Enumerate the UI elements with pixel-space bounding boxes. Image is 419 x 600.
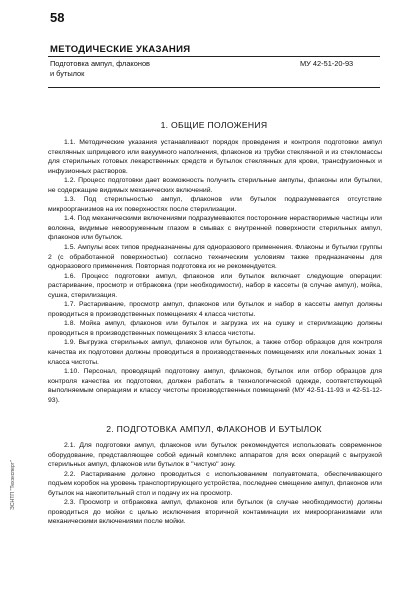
paragraph: 1.9. Выгрузка стерильных ампул, флаконов или бутылок, а также отбор образцов для контроля качества их подготовки должны проводиться в производственных помещениях или локальных зонах 1 класса чистоты. bbox=[48, 339, 382, 366]
section-heading-general: 1. ОБЩИЕ ПОЛОЖЕНИЯ bbox=[160, 120, 268, 130]
section-body-general bbox=[48, 138, 382, 405]
document-code: МУ 42-51-20-93 bbox=[300, 59, 354, 68]
title-line-1: Подготовка ампул, флаконов bbox=[50, 59, 150, 68]
document-title bbox=[50, 59, 150, 79]
paragraph: 1.10. Персонал, проводящий подготовку ампул, флаконов, бутылок или отбор образцов для контроля качества их подготовки, должен работать в технологической одежде, соответствующей выполняемым операциям и классу чистоты производственных помещений (МУ 42-51-11-93 и 42-51-12-93). bbox=[48, 368, 382, 404]
paragraph: 2.1. Для подготовки ампул, флаконов или бутылок рекомендуется использовать современное оборудование, представляющее собой единый комплекс аппаратов для всех операций с выгрузкой стерильных ампул, флаконов или бутылок в "чистую" зону. bbox=[48, 442, 382, 469]
paragraph: 1.6. Процесс подготовки ампул, флаконов или бутылок включает следующие операции: растаривание, просмотр и отбраковка (при необходимости), набор в кассеты (в случае ампул), мойка, сушка, стерилизация. bbox=[48, 272, 382, 299]
paragraph: 1.3. Под стерильностью ампул, флаконов или бутылок подразумевается отсутствие микроорганизмов на их поверхностях после стерилизации. bbox=[48, 196, 382, 213]
paragraph: 1.8. Мойка ампул, флаконов или бутылок и загрузка их на сушку и стерилизацию должны проводиться в производственных помещениях 3 класса чистоты. bbox=[48, 320, 382, 337]
watermark-sidebar: ЭСНТП "Техэксперт" bbox=[10, 460, 16, 510]
paragraph: 1.7. Растаривание, просмотр ампул, флаконов или бутылок и набор в кассеты ампул должны проводиться в производственных помещениях 4 класса чистоты. bbox=[48, 301, 382, 318]
section-heading-preparation: 2. ПОДГОТОВКА АМПУЛ, ФЛАКОНОВ И БУТЫЛОК bbox=[106, 424, 322, 434]
paragraph: 2.2. Растаривание должно проводиться с использованием полуавтомата, обеспечивающего подъем коробок на уровень транспортирующего устройства, последнее смещение ампул, флаконов или бутылок на накопительный стол и подачу их на просмотр. bbox=[48, 470, 382, 497]
paragraph: 1.4. Под механическими включениями подразумеваются посторонние нерастворимые частицы или волокна, видимые невооруженным глазом в смывах с внутренней поверхности стерильных ампул, флаконов или бутылок. bbox=[48, 215, 382, 242]
header-rule-bottom bbox=[48, 87, 380, 88]
paragraph: 1.5. Ампулы всех типов предназначены для одноразового применения. Флаконы и бутылки группы 2 (с обработанной поверхностью) согласно техническим условиям также предназначены для одноразового применения. Повторная подготовка их не рекомендуется. bbox=[48, 244, 382, 271]
paragraph: 1.2. Процесс подготовки дает возможность получить стерильные ампулы, флаконы или бутылки, не содержащие видимых механических включений. bbox=[48, 177, 382, 194]
paragraph: 2.3. Просмотр и отбраковка ампул, флаконов или бутылок (в случае необходимости) должны проводиться до мойки с целью исключения вторичной контаминации их микроорганизмами или механическими включениями после мойки. bbox=[48, 499, 382, 526]
document-type: МЕТОДИЧЕСКИЕ УКАЗАНИЯ bbox=[50, 44, 191, 55]
section-body-preparation bbox=[48, 441, 382, 527]
page-number: 58 bbox=[50, 10, 65, 25]
header-rule-top bbox=[48, 56, 380, 57]
paragraph: 1.1. Методические указания устанавливают порядок проведения и контроля подготовки ампул стеклянных шприцевого или вакуумного наполнения, флаконов из трубки стеклянной и из стекломассы для стерильных готовых лекарственных средств и бутылок стеклянных для крови, трансфузионных и инфузионных растворов. bbox=[48, 139, 382, 175]
title-line-2: и бутылок bbox=[50, 69, 85, 78]
